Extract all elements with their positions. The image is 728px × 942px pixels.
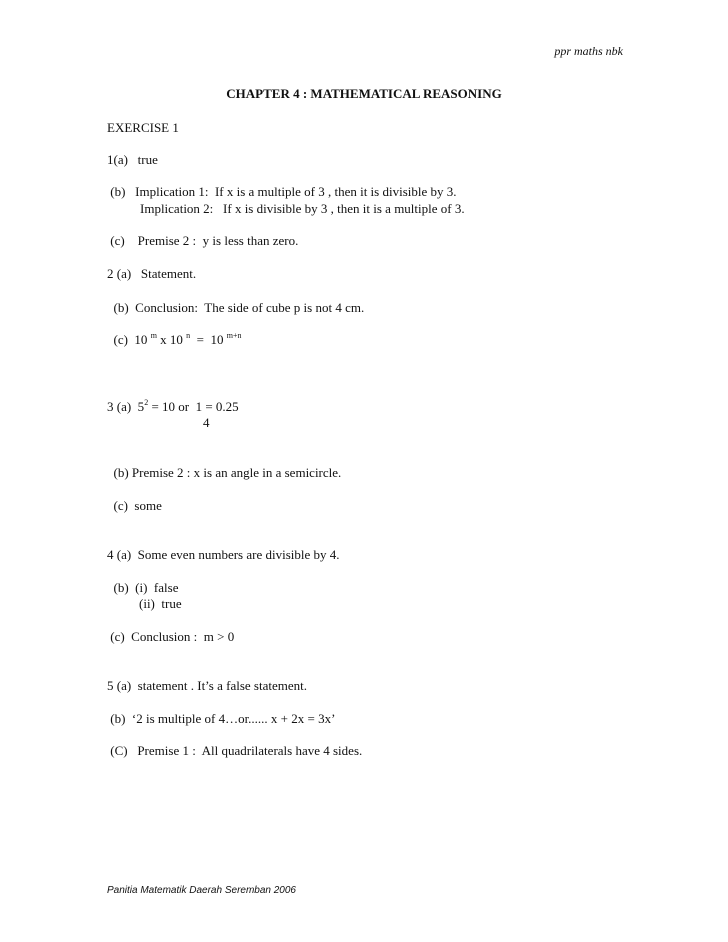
q2-a: 2 (a) Statement. — [107, 266, 197, 281]
q3-b: (b) Premise 2 : x is an angle in a semicircle. — [107, 465, 342, 480]
q2-c-equals: = 10 — [190, 332, 227, 347]
q3-a-denominator: 4 — [203, 415, 210, 430]
q2-c-exponent-n: n — [186, 331, 191, 340]
q5-c: (C) Premise 1 : All quadrilaterals have 4 sides. — [107, 743, 363, 758]
q4-a: 4 (a) Some even numbers are divisible by 4. — [107, 547, 340, 562]
q3-a-prefix: 3 (a) 5 — [107, 399, 145, 414]
q2-c-exponent-m: m — [150, 331, 157, 340]
q5-b: (b) ‘2 is multiple of 4…or...... x + 2x = 3x’ — [107, 711, 336, 726]
q2-c-middle: x 10 — [156, 332, 187, 347]
header-right-text: ppr maths nbk — [554, 44, 623, 58]
exercise-heading: EXERCISE 1 — [107, 120, 179, 135]
q2-c-exponent-m-plus-n: m+n — [226, 331, 242, 340]
q4-b-i: (b) (i) false — [107, 580, 179, 595]
q1-b-implication-2: Implication 2: If x is divisible by 3 , then it is a multiple of 3. — [140, 201, 465, 216]
q3-a-rest: = 10 or 1 = 0.25 — [148, 399, 239, 414]
q5-a: 5 (a) statement . It’s a false statement. — [107, 678, 307, 693]
q1-c: (c) Premise 2 : y is less than zero. — [107, 233, 299, 248]
q1-b-implication-1: (b) Implication 1: If x is a multiple of 3 , then it is divisible by 3. — [107, 184, 457, 199]
page-title: CHAPTER 4 : MATHEMATICAL REASONING — [226, 86, 502, 101]
q3-a-exponent: 2 — [144, 398, 149, 407]
q2-b: (b) Conclusion: The side of cube p is not 4 cm. — [107, 300, 365, 315]
q1-a: 1(a) true — [107, 152, 158, 167]
q2-c — [107, 332, 242, 348]
q3-c: (c) some — [107, 498, 162, 513]
q3-a — [107, 399, 239, 415]
q4-c: (c) Conclusion : m > 0 — [107, 629, 235, 644]
footer-text: Panitia Matematik Daerah Seremban 2006 — [107, 885, 296, 896]
q4-b-ii: (ii) true — [139, 596, 182, 611]
q2-c-prefix: (c) 10 — [107, 332, 151, 347]
